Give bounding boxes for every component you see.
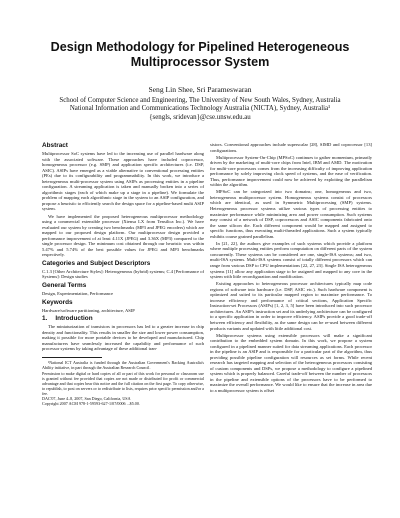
section-number: 1. <box>42 315 48 323</box>
copyright-line: Copyright 2007 ACM 978-1-59593-627-1/07/0006 ...$5.00. <box>42 401 140 407</box>
paper-title <box>20 40 380 70</box>
affiliation: National Information and Communications Technology Australia (NICTA), Sydney, Australia¹ <box>69 105 331 113</box>
conference-line: DAC'07, June 4–8, 2007, San Diego, California, USA <box>42 396 131 402</box>
title-line: Multiprocessor System <box>130 55 270 69</box>
permission-text: Permission to make digital or hard copies of all or part of this work for personal or classroom use is granted without fee provided that copies are not made or distributed for profit or commercial advantage and that copies bear this notice and the full citation on the first page. To copy otherwise, to republish, to post on servers or to redistribute to lists, requires prior specific permission and/or a fee. <box>42 371 204 397</box>
affiliation: School of Computer Science and Engineering, The University of New South Wales, Sydney, Australia <box>59 97 341 105</box>
introduction-paragraph: The miniaturization of transistors in processors has led to a greater increase in chip density and functionality. This results in smaller the size and lower power consumption, making it possible for more portable devices to be developed and manufactured. Chip manufacturers have seamlessly increased the capability and performance of such processor systems by taking advantage of these additional tran- <box>42 324 204 352</box>
footnote-rule <box>42 357 102 358</box>
section-title: Introduction <box>55 315 93 323</box>
abstract-paragraph: Multiprocessor SoC systems have led to the increasing use of parallel hardware along with the associated software. These approaches have included coprocessor, homogeneous processor (e.g. SMP) and application specific architectures (i.e. DSP, ASIC). ASIPs have emerged as a viable alternative to conventional processing entities (PEs) due to its configurability and programmability. In this work, we introduce a heterogeneous multi-processor system using ASIPs as processing entities in a pipeline configuration. A streaming application is taken and manually broken into a series of algorithmic stages (each of which make up a stage in a pipeline). We formulate the problem of mapping each algorithmic stage in the system to an ASIP configuration, and propose a heuristic to efficiently search the design space for a pipeline-based multi ASIP system. <box>42 151 204 212</box>
permission-notice <box>42 371 204 406</box>
body-paragraph: In [21, 22], the authors give examples of such systems which provide a platform where multiple processing entities perform computation on different parts of the system concurrently. These systems can be considered are one, single-ISA systems; and two, multi-ISA systems. Multi-ISA systems consist of totally different processors which can range from various DSP to CPU implementations [22, 27, 23]. Single ISA heterogeneous systems [11] allow any application stage to be assigned and mapped to any core in the system with little reconfiguration and modification. <box>210 240 372 280</box>
author-email[interactable]: {sengls, sridevan}@cse.unsw.edu.au <box>149 113 251 121</box>
body-paragraph: Existing approaches to heterogeneous processor architectures typically map code regions of software into hardware (i.e. DSP, ASIC etc.). Such hardware component is optimized and suited to its particular mapped region to maximize performance. To increase efficiency and performance of critical sections, Application Specific Instruction-set Processors (ASIPs) [1, 2, 3, 5] have been introduced into such processor architectures. An ASIP's instruction set and its underlying architecture can be configured to a specific application in order to improve efficiency. ASIPs provide a good trade-off between efficiency and flexibility, as the same design can be re-used between different products variants and updated with little additional cost. <box>210 281 372 331</box>
keywords-heading: Keywords <box>42 298 73 306</box>
abstract-heading: Abstract <box>42 142 68 149</box>
keywords-text: Hardware/software partitioning, architecture, ASIP <box>42 307 135 313</box>
introduction-heading <box>42 315 204 323</box>
body-paragraph: sistors. Conventional approaches include superscalar [28], SIMD and coprocessor [13] configurations. <box>210 142 372 153</box>
abstract-paragraph: We have implemented the proposed heterogeneous multiprocessor methodology using a commercial extensible processor (Xtensa LX from Tensilica Inc.). We have evaluated our system by creating two benchmarks (MP3 and JPEG encoders) which are mapped to our proposed design platform. Our multiprocessor design provided a performance improvement of at least 4.11X (JPEG) and 3.36X (MP3) compared to the single processor design. The minimum cost obtained through our heuristic was within 5.47% and 5.74% of the best possible values for JPEG and MP3 benchmarks respectively. <box>42 213 204 258</box>
body-paragraph: MPSoC can be categorized into two domains; one, homogeneous and two, heterogeneous multiprocessor system. Homogeneous systems consist of processors which are identical, as used in Symmetric Multiprocessing (SMP) systems. Heterogeneous processor systems utilize various types of processing entities to maximize performance while minimizing area and power consumption. Such systems may consist of a network of DSP, coprocessors and ASIC components fabricated onto the same silicon die. Each different component would be mapped and assigned to specific functions, thus executing multi-threaded applications. Such a system typically exhibits coarse grained parallelism. <box>210 189 372 239</box>
categories-heading: Categories and Subject Descriptors <box>42 259 151 267</box>
categories-text: C.1.3 [Other Architecture Styles]: Heterogeneous (hybrid) systems; C.4 [Performance of Systems]: Design studies <box>42 268 204 280</box>
left-column <box>42 140 204 406</box>
body-paragraph: Multiprocessor systems using extensible processors will make a significant contribution to the embedded system domain. In this work, we propose a system configured in a pipelined manner suited for data streaming applications. Each processor in the pipeline is an ASIP and is responsible for a particular part of the algorithm, thus providing possible pipeline configuration will resources as set forms. While recent research has targeted mapping and selection of the heterogeneous processors consisting of custom components and DSPs, we propose a methodology to configure a pipelined system which is properly balanced. Careful trade-off between the number of processors in the pipeline and extensible options of the processors have to be performed to maximize the overall performance. We would like to ensure that the increase in area due to a multiprocessor system is offset <box>210 332 372 394</box>
general-terms-heading: General Terms <box>42 281 87 289</box>
title-line: Design Methodology for Pipelined Heterogeneous <box>50 40 350 54</box>
footnote: ¹National ICT Australia is funded through the Australian Government's Backing Australia's Ability initiative, in part through the Australian Research Council. <box>42 359 204 370</box>
author-block <box>20 86 380 122</box>
author-names: Seng Lin Shee, Sri Parameswaran <box>148 85 252 94</box>
general-terms-text: Design, Experimentation, Performance <box>42 290 113 296</box>
body-paragraph: Multiprocessor System-On-Chip (MPSoC) continues to gather momentum, primarily driven by the marketing of multi-core chips from Intel, IBM and AMD. The motivation for multi-core processors comes from the increasing difficulty of improving application performance by solely improving clock speed of systems, and the ease of verification. Thus, performance improvement could now be achieved by exploiting the parallelism within the algorithm. <box>210 154 372 188</box>
right-column <box>210 142 372 395</box>
